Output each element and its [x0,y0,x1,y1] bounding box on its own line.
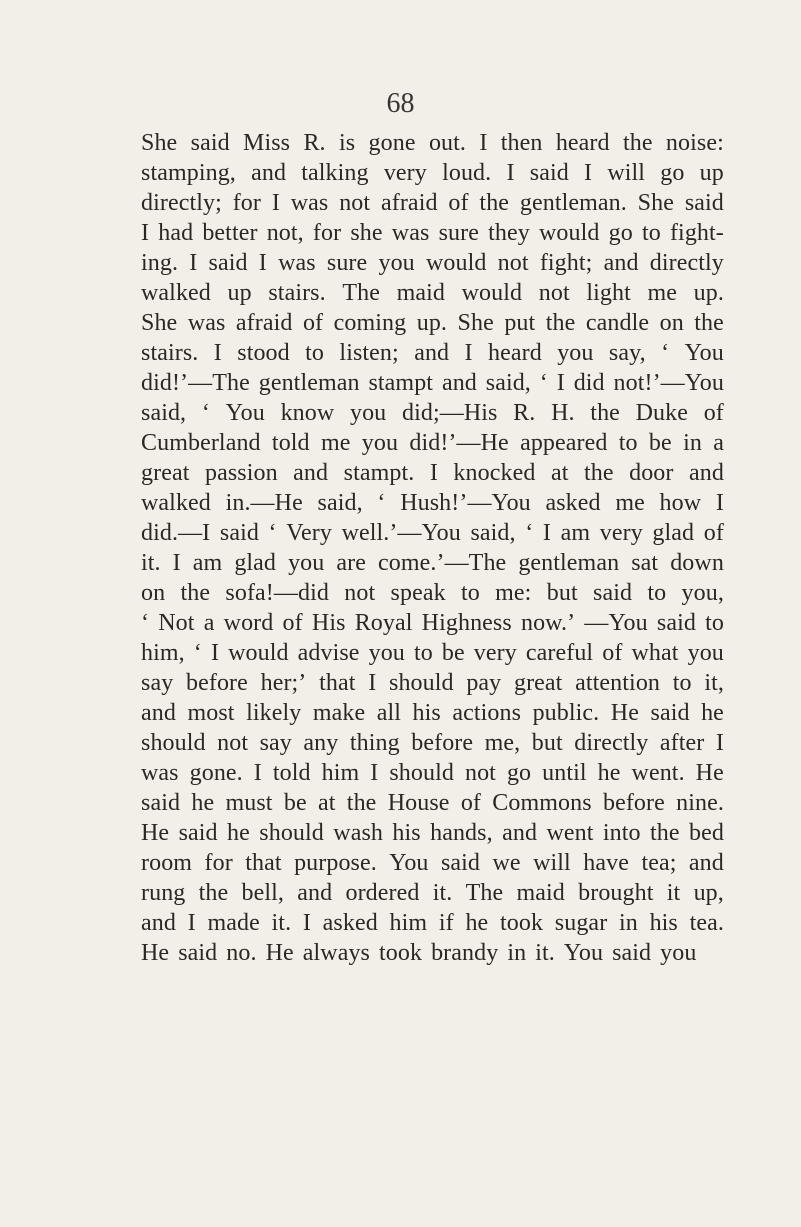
text-line: stamping, and talking very loud. I said I will go up [141,160,724,186]
text-line: said, ‘ You know you did;—His R. H. the Duke of [141,400,724,426]
body-text [141,128,724,968]
text-line: did!’—The gentleman stampt and said, ‘ I did not!’—You [141,370,724,396]
text-line: He said he should wash his hands, and went into the bed [141,820,724,846]
text-line: should not say any thing before me, but directly after I [141,730,724,756]
text-line: said he must be at the House of Commons before nine. [141,790,724,816]
text-line: was gone. I told him I should not go until he went. He [141,760,724,786]
text-line: directly; for I was not afraid of the gentleman. She said [141,190,724,216]
text-line: Cumberland told me you did!’—He appeared to be in a [141,430,724,456]
text-line: walked up stairs. The maid would not light me up. [141,280,724,306]
text-line: walked in.—He said, ‘ Hush!’—You asked me how I [141,490,724,516]
text-line: She was afraid of coming up. She put the candle on the [141,310,724,336]
page-number: 68 [386,88,415,119]
text-line: She said Miss R. is gone out. I then heard the noise: [141,130,724,156]
text-line: it. I am glad you are come.’—The gentleman sat down [141,550,724,576]
text-line: stairs. I stood to listen; and I heard you say, ‘ You [141,340,724,366]
text-line: say before her;’ that I should pay great attention to it, [141,670,724,696]
text-line: rung the bell, and ordered it. The maid brought it up, [141,880,724,906]
text-line: on the sofa!—did not speak to me: but said to you, [141,580,724,606]
text-line: room for that purpose. You said we will have tea; and [141,850,724,876]
text-line: I had better not, for she was sure they would go to fight- [141,220,724,246]
text-line: ing. I said I was sure you would not fight; and directly [141,250,724,276]
text-line: and most likely make all his actions public. He said he [141,700,724,726]
text-line: He said no. He always took brandy in it. You said you [141,940,697,966]
text-line: ‘ Not a word of His Royal Highness now.’ —You said to [141,610,724,636]
text-line: and I made it. I asked him if he took sugar in his tea. [141,910,724,936]
text-line: did.—I said ‘ Very well.’—You said, ‘ I am very glad of [141,520,724,546]
text-line: great passion and stampt. I knocked at the door and [141,460,724,486]
text-line: him, ‘ I would advise you to be very careful of what you [141,640,724,666]
